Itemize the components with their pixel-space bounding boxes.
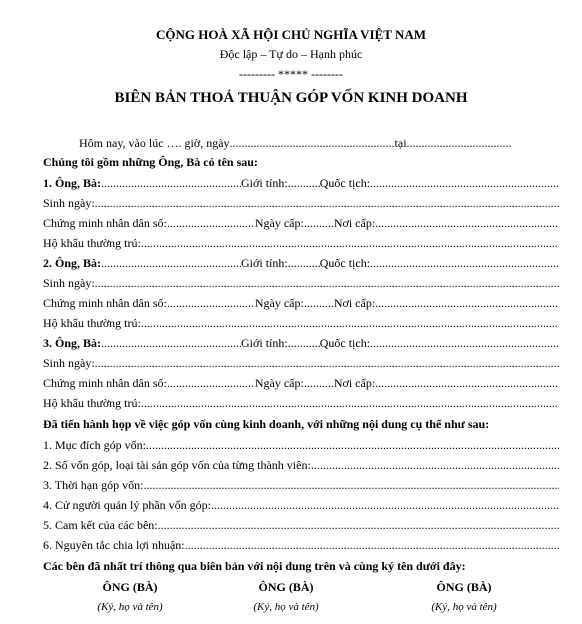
- gender-blank[interactable]: [288, 255, 320, 271]
- issue-date-blank[interactable]: [304, 375, 334, 391]
- term-blank[interactable]: [143, 477, 559, 493]
- term-row: 2. Số vốn góp, loại tài sản góp vốn của từng thành viên: .....: [43, 457, 559, 473]
- term-blank[interactable]: [146, 437, 559, 453]
- term-row: 1. Mục đích góp vốn: .....: [43, 437, 559, 453]
- term-row: 5. Cam kết của các bên: .....: [43, 517, 559, 533]
- parties-heading: Chúng tôi gồm những Ông, Bà có tên sau:: [43, 155, 258, 169]
- name-blank[interactable]: [101, 175, 241, 191]
- term-row: 6. Nguyên tắc chia lợi nhuận: .....: [43, 537, 559, 553]
- signature-note: (Ký, họ và tên): [253, 601, 319, 613]
- issue-date-blank[interactable]: [304, 295, 334, 311]
- term-row: 4. Cử người quản lý phần vốn góp: .....: [43, 497, 559, 513]
- party-2-id-row: Chứng minh nhân dân số: ..... Ngày cấp: ..... Nơi cấp: .....: [43, 295, 559, 311]
- party-2-residence-row: Hộ khẩu thường trú: .....: [43, 315, 559, 331]
- dob-blank[interactable]: [95, 355, 559, 371]
- nationality-blank[interactable]: [370, 255, 559, 271]
- residence-blank[interactable]: [141, 395, 559, 411]
- intro-at: tại: [394, 136, 407, 150]
- issue-date-blank[interactable]: [304, 215, 334, 231]
- dob-blank[interactable]: [95, 195, 559, 211]
- signature-block-1: [70, 580, 190, 613]
- document-title: BIÊN BẢN THOẢ THUẬN GÓP VỐN KINH DOANH: [114, 90, 468, 106]
- party-3-id-row: Chứng minh nhân dân số: ..... Ngày cấp: ..... Nơi cấp: .....: [43, 375, 559, 391]
- signature-note: (Ký, họ và tên): [97, 601, 163, 613]
- intro-line: [79, 135, 512, 151]
- term-blank[interactable]: [311, 457, 559, 473]
- id-blank[interactable]: [167, 215, 255, 231]
- party-3-name-row: 3. Ông, Bà: ..... Giới tính: ..... Quốc tịch: .....: [43, 335, 559, 351]
- issue-place-blank[interactable]: [375, 215, 559, 231]
- issue-place-blank[interactable]: [375, 375, 559, 391]
- nationality-blank[interactable]: [370, 175, 559, 191]
- term-blank[interactable]: [185, 537, 559, 553]
- id-blank[interactable]: [167, 295, 255, 311]
- ornament-separator: --------- ***** --------: [239, 67, 343, 81]
- gender-blank[interactable]: [288, 335, 320, 351]
- party-1-name-row: 1. Ông, Bà: ..... Giới tính: ..... Quốc tịch: .....: [43, 175, 559, 191]
- party-label: 3. Ông, Bà:: [43, 336, 102, 350]
- party-1-id-row: Chứng minh nhân dân số: ..... Ngày cấp: ..... Nơi cấp: .....: [43, 215, 559, 231]
- party-3-dob-row: Sinh ngày: .....: [43, 355, 559, 371]
- date-blank[interactable]: [230, 135, 395, 151]
- residence-blank[interactable]: [141, 235, 559, 251]
- sub-motto: Độc lập – Tự do – Hạnh phúc: [219, 47, 363, 61]
- term-blank[interactable]: [211, 497, 559, 513]
- nationality-blank[interactable]: [370, 335, 559, 351]
- closing-statement: Các bên đã nhất trí thông qua biên bản với nội dung trên và cùng ký tên dưới đây:: [43, 559, 466, 573]
- party-1-residence-row: Hộ khẩu thường trú: .....: [43, 235, 559, 251]
- signature-block-2: [226, 580, 346, 613]
- signature-block-3: [404, 580, 524, 613]
- party-2-name-row: 2. Ông, Bà: ..... Giới tính: ..... Quốc tịch: .....: [43, 255, 559, 271]
- intro-prefix: Hôm nay, vào lúc …. giờ, ngày: [79, 136, 230, 150]
- party-2-dob-row: Sinh ngày: .....: [43, 275, 559, 291]
- signature-title: ÔNG (BÀ): [102, 580, 158, 594]
- agreement-heading: Đã tiến hành họp về việc góp vốn cùng kinh doanh, với những nội dung cụ thể như sau:: [43, 417, 490, 431]
- party-label: 1. Ông, Bà:: [43, 176, 102, 190]
- name-blank[interactable]: [101, 335, 241, 351]
- residence-blank[interactable]: [141, 315, 559, 331]
- party-3-residence-row: Hộ khẩu thường trú: .....: [43, 395, 559, 411]
- issue-place-blank[interactable]: [375, 295, 559, 311]
- signature-title: ÔNG (BÀ): [436, 580, 492, 594]
- term-blank[interactable]: [158, 517, 559, 533]
- term-row: 3. Thời hạn góp vốn: .....: [43, 477, 559, 493]
- gender-blank[interactable]: [288, 175, 320, 191]
- dob-blank[interactable]: [95, 275, 559, 291]
- national-motto: CỘNG HOÀ XÃ HỘI CHỦ NGHĨA VIỆT NAM: [155, 27, 427, 42]
- name-blank[interactable]: [101, 255, 241, 271]
- party-label: 2. Ông, Bà:: [43, 256, 102, 270]
- party-1-dob-row: Sinh ngày: .....: [43, 195, 559, 211]
- signature-title: ÔNG (BÀ): [258, 580, 314, 594]
- id-blank[interactable]: [167, 375, 255, 391]
- place-blank[interactable]: [407, 135, 512, 151]
- signature-note: (Ký, họ và tên): [431, 601, 497, 613]
